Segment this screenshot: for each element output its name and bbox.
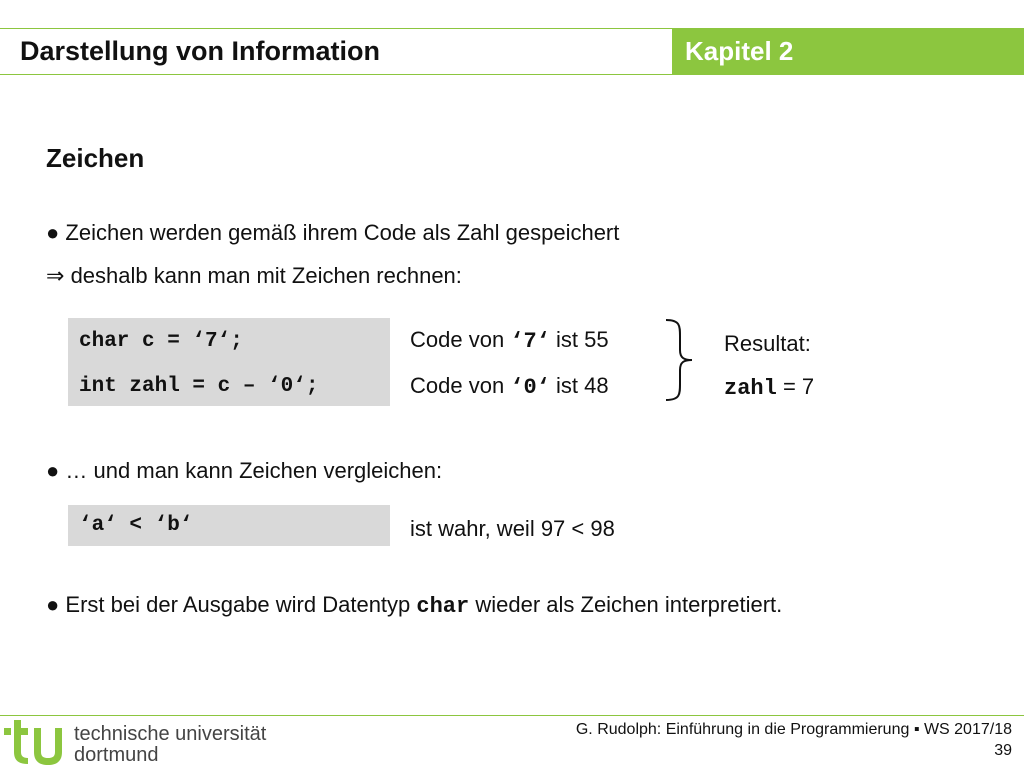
explanation-prefix: Code von xyxy=(410,373,505,398)
code-line-1: ‘a‘ < ‘b‘ xyxy=(79,514,193,537)
result-line xyxy=(724,374,814,401)
result-code: zahl xyxy=(724,376,777,401)
bullet-1 xyxy=(46,220,619,246)
implication-text: deshalb kann man mit Zeichen rechnen: xyxy=(70,263,462,288)
bullet-2 xyxy=(46,458,442,484)
result-value: = 7 xyxy=(782,374,815,399)
university-name-line1: technische universität xyxy=(74,723,267,745)
bullet-text-before: Erst bei der Ausgabe wird Datentyp xyxy=(65,592,411,617)
bullet-marker: ● xyxy=(46,220,60,245)
explanation-code: ‘0‘ xyxy=(510,375,550,400)
bullet-text: Zeichen werden gemäß ihrem Code als Zahl gespeichert xyxy=(65,220,620,245)
explanation-1 xyxy=(410,327,609,354)
comparison-note: ist wahr, weil 97 < 98 xyxy=(410,516,615,541)
implies-arrow-icon: ⇒ xyxy=(46,263,65,288)
explanation-code: ‘7‘ xyxy=(510,329,550,354)
code-line-2: int zahl = c – ‘0‘; xyxy=(79,375,319,398)
university-name-line2: dortmund xyxy=(74,744,159,766)
slide-title: Darstellung von Information xyxy=(20,36,381,66)
curly-brace-icon xyxy=(662,318,696,402)
bullet-code: char xyxy=(416,594,470,619)
implication-line xyxy=(46,263,462,289)
chapter-label: Kapitel 2 xyxy=(685,36,794,66)
footer-rule xyxy=(0,715,1024,716)
code-block-2 xyxy=(68,505,390,546)
bullet-text: und man kann Zeichen vergleichen: xyxy=(93,458,443,483)
code-line-1: char c = ‘7‘; xyxy=(79,330,243,353)
section-title: Zeichen xyxy=(46,143,145,173)
bullet-marker: ● xyxy=(46,458,60,483)
page-number: 39 xyxy=(994,742,1012,759)
explanation-suffix: ist 48 xyxy=(556,373,609,398)
explanation-prefix: Code von xyxy=(410,327,505,352)
code-block-1 xyxy=(68,318,390,406)
university-name xyxy=(74,724,266,766)
explanation-2 xyxy=(410,373,609,400)
header-bottom-rule xyxy=(0,74,1024,75)
bullet-text-after: wieder als Zeichen interpretiert. xyxy=(475,592,783,617)
bullet-marker: ● xyxy=(46,592,60,617)
explanation-suffix: ist 55 xyxy=(556,327,609,352)
bullet-3 xyxy=(46,592,782,619)
bullet-ellipsis: … xyxy=(65,458,88,483)
footer-credit: G. Rudolph: Einführung in die Programmierung ▪ WS 2017/18 xyxy=(575,721,1012,738)
result-label: Resultat: xyxy=(724,331,811,356)
tu-logo-icon xyxy=(4,718,68,766)
